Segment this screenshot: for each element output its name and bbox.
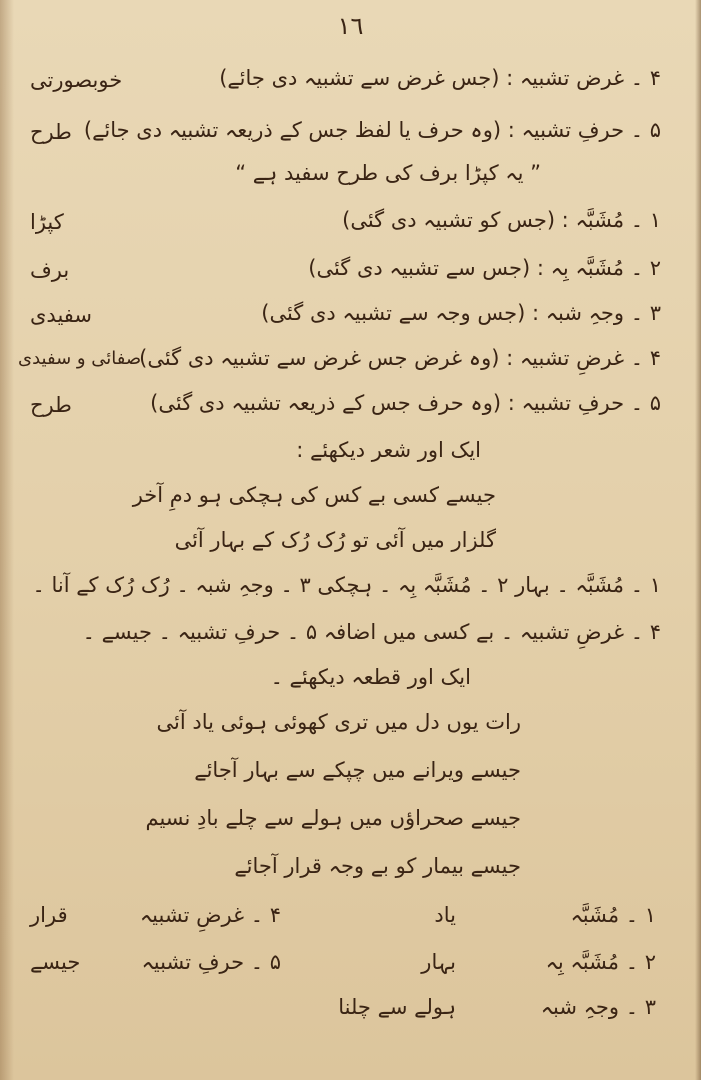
element-example-4: صفائی و سفیدی [18, 348, 142, 369]
qita-line-4: جیسے بیمار کو بے وجہ قرار آجائے [234, 854, 521, 878]
definition-line-5: ۵ ۔ حرفِ تشبیہ : (وہ حرف یا لفظ جس کے ذریعہ تشبیہ دی جائے) [83, 118, 661, 142]
element-example-5: طرح [30, 393, 72, 417]
element-line-2: ۲ ۔ مُشَبَّہ بِہ : (جس سے تشبیہ دی گئی) [308, 256, 661, 280]
qita-line-3: جیسے صحراؤں میں ہولے سے چلے بادِ نسیم [145, 806, 521, 830]
element-example-1: کپڑا [30, 210, 64, 234]
example-word-4: خوبصورتی [30, 68, 123, 92]
example-word-5: طرح [30, 120, 72, 144]
verse-line-1: جیسے کسی بے کس کی ہچکی ہو دمِ آخر [132, 483, 496, 507]
verse-analysis-2: ۴ ۔ غرضِ تشبیہ ۔ بے کسی میں اضافہ ۵ ۔ حرفِ تشبیہ ۔ جیسے ۔ [82, 620, 661, 644]
example-sentence: ” یہ کپڑا برف کی طرح سفید ہے “ [235, 161, 541, 185]
table-row-1-col-2: یاد [434, 903, 456, 927]
element-line-1: ۱ ۔ مُشَبَّہ : (جس کو تشبیہ دی گئی) [342, 208, 661, 232]
qita-line-1: رات یوں دل میں تری کھوئی ہوئی یاد آئی [156, 710, 521, 734]
table-row-3-col-1: ۳ ۔ وجہِ شبہ [540, 995, 656, 1019]
table-row-3-col-2: ہولے سے چلنا [338, 995, 456, 1019]
table-row-2-col-1: ۲ ۔ مُشَبَّہ بِہ [545, 950, 656, 974]
element-line-5: ۵ ۔ حرفِ تشبیہ : (وہ حرف جس کے ذریعہ تشبیہ دی گئی) [150, 391, 661, 415]
page-number: ١٦ [337, 12, 364, 40]
element-line-4: ۴ ۔ غرضِ تشبیہ : (وہ غرض جس غرض سے تشبیہ دی گئی) [139, 346, 661, 370]
table-row-2-col-2: بہار [421, 950, 456, 974]
qita-heading: ایک اور قطعہ دیکھئے ۔ [270, 665, 471, 689]
table-row-1-col-4: قرار [30, 903, 68, 927]
qita-line-2: جیسے ویرانے میں چپکے سے بہار آجائے [194, 758, 521, 782]
element-example-2: برف [30, 258, 70, 282]
definition-line-4: ۴ ۔ غرض تشبیہ : (جس غرض سے تشبیہ دی جائے) [219, 66, 661, 90]
element-example-3: سفیدی [30, 303, 93, 327]
element-line-3: ۳ ۔ وجہِ شبہ : (جس وجہ سے تشبیہ دی گئی) [261, 301, 661, 325]
table-row-1-col-3: ۴ ۔ غرضِ تشبیہ [139, 903, 281, 927]
verse-heading: ایک اور شعر دیکھئے : [296, 438, 481, 462]
verse-line-2: گلزار میں آئی تو رُک رُک کے بہار آئی [174, 528, 496, 552]
verse-analysis-1: ۱ ۔ مُشَبَّہ ۔ بہار ۲ ۔ مُشَبَّہ بِہ ۔ ہچکی ۳ ۔ وجہِ شبہ ۔ رُک رُک کے آنا ۔ [32, 573, 661, 597]
table-row-2-col-4: جیسے [30, 950, 81, 974]
table-row-2-col-3: ۵ ۔ حرفِ تشبیہ [141, 950, 281, 974]
table-row-1-col-1: ۱ ۔ مُشَبَّہ [570, 903, 656, 927]
